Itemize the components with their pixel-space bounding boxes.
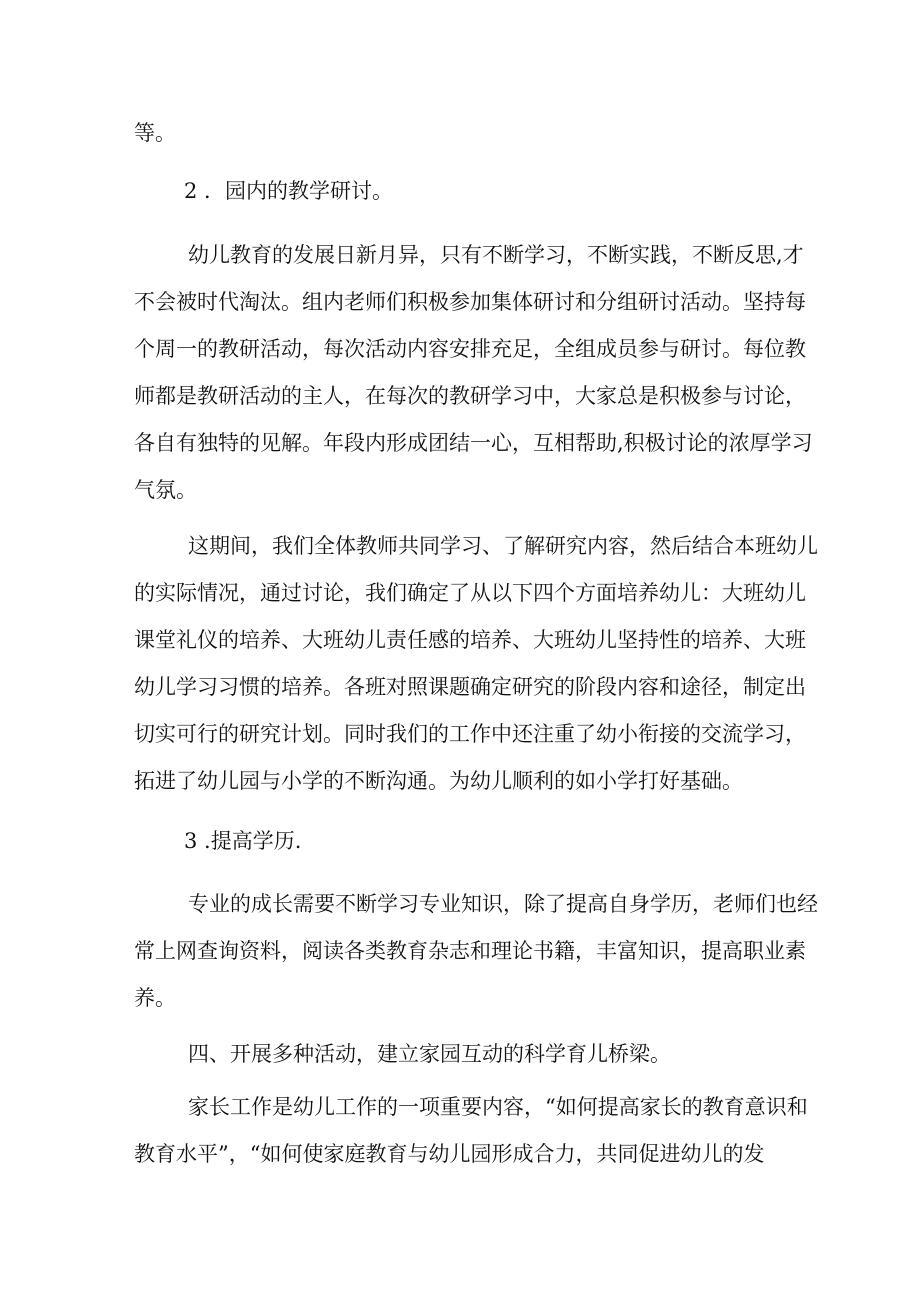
- text-line: 幼儿教育的发展日新月异，只有不断学习，不断实践，不断反思,才: [188, 243, 804, 267]
- text-line: 师都是教研活动的主人，在每次的教研学习中，大家总是积极参与讨论，: [134, 384, 806, 408]
- text-line: 教育水平”，“如何使家庭教育与幼儿园形成合力，共同促进幼儿的发: [134, 1142, 765, 1166]
- text-line: 不会被时代淘汰。组内老师们积极参加集体研讨和分组研讨活动。坚持每: [134, 290, 806, 314]
- text-line: 常上网查询资料，阅读各类教育杂志和理论书籍，丰富知识，提高职业素: [134, 939, 806, 963]
- text-line: 个周一的教研活动，每次活动内容安排充足，全组成员参与研讨。每位教: [134, 337, 806, 361]
- text-line: 的实际情况，通过讨论，我们确定了从以下四个方面培养幼儿：大班幼儿: [134, 581, 806, 605]
- text-line: 等。: [134, 121, 176, 145]
- text-line: 切实可行的研究计划。同时我们的工作中还注重了幼小衔接的交流学习，: [134, 722, 806, 746]
- text-line: 气氛。: [134, 478, 197, 502]
- text-line: 课堂礼仪的培养、大班幼儿责任感的培养、大班幼儿坚持性的培养、大班: [134, 628, 806, 652]
- text-line: 各自有独特的见解。年段内形成团结一心，互相帮助,积极讨论的浓厚学习: [134, 431, 813, 455]
- text-line: 专业的成长需要不断学习专业知识，除了提高自身学历，老师们也经: [188, 892, 818, 916]
- text-line: 幼儿学习习惯的培养。各班对照课题确定研究的阶段内容和途径，制定出: [134, 675, 806, 699]
- section-heading: 2 ．园内的教学研讨。: [184, 179, 394, 203]
- text-line: 这期间，我们全体教师共同学习、了解研究内容，然后结合本班幼儿: [188, 534, 818, 558]
- text-line: 养。: [134, 986, 176, 1010]
- text-line: 拓进了幼儿园与小学的不断沟通。为幼儿顺利的如小学打好基础。: [134, 769, 743, 793]
- section-heading: 四、开展多种活动，建立家园互动的科学育儿桥梁。: [188, 1042, 671, 1066]
- section-heading: 3 .提高学历.: [184, 829, 302, 853]
- text-line: 家长工作是幼儿工作的一项重要内容，“如何提高家长的教育意识和: [188, 1095, 808, 1119]
